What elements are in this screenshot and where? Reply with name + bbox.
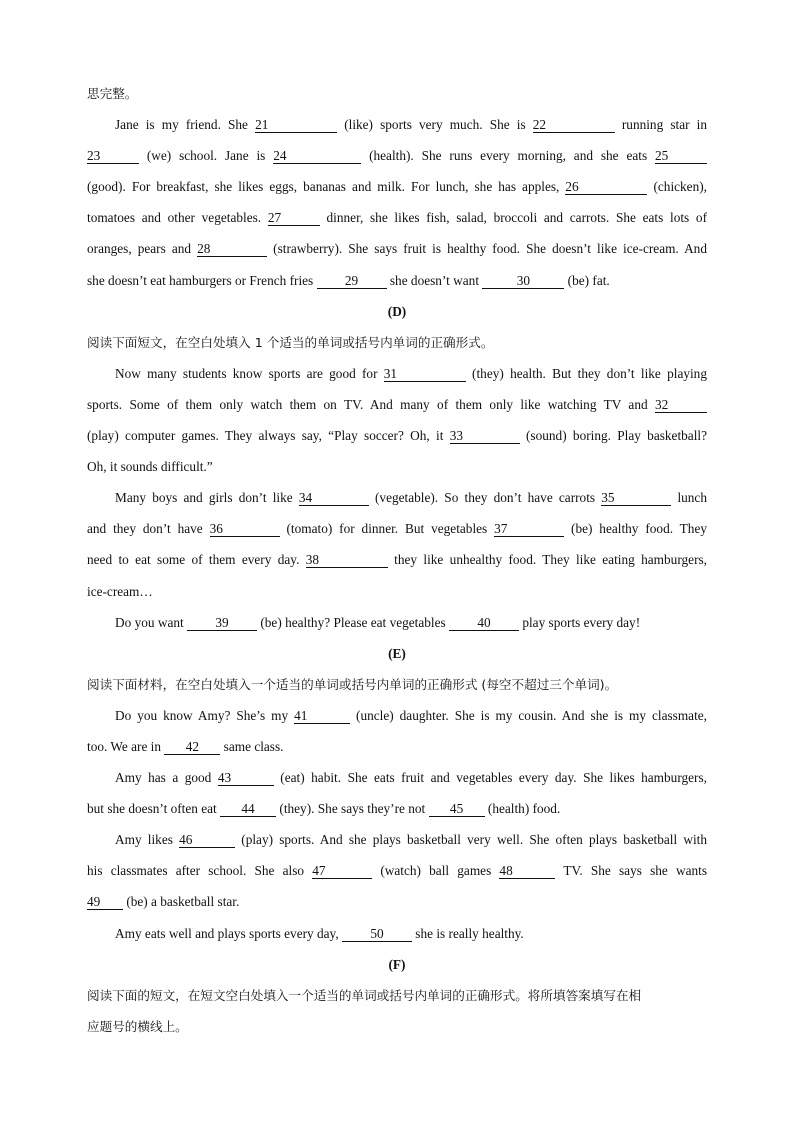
passage-e-line-2: too. We are in 42 same class.	[87, 738, 284, 754]
passage-d-line-2: sports. Some of them only watch them on TV. And many of them only like watching TV and 32	[87, 389, 707, 420]
passage-e-line-3: Amy has a good 43 (eat) habit. She eats fruit and vegetables every day. She likes hamburgers,	[115, 770, 707, 786]
intro-tail: 思完整。	[87, 86, 138, 101]
section-e-instruction: 阅读下面材料，在空白处填入一个适当的单词或括号内单词的正确形式 (每空不超过三个单词)。	[87, 676, 618, 692]
blank-42[interactable]: 42	[164, 740, 220, 755]
blank-24[interactable]: 24	[273, 149, 361, 164]
section-d-instruction: 阅读下面短文，在空白处填入 1 个适当的单词或括号内单词的正确形式。	[87, 334, 494, 350]
passage-d-line-3: (play) computer games. They always say, “Play soccer? Oh, it 33 (sound) boring. Play basketball?	[87, 428, 707, 444]
blank-23[interactable]: 23	[87, 149, 139, 164]
blank-21[interactable]: 21	[255, 118, 337, 133]
blank-50[interactable]: 50	[342, 927, 412, 942]
blank-33[interactable]: 33	[450, 429, 520, 444]
blank-32[interactable]: 32	[655, 398, 707, 413]
passage-d-line-6: and they don’t have 36 (tomato) for dinner. But vegetables 37 (be) healthy food. They	[87, 521, 708, 537]
passage-e-line-4: but she doesn’t often eat 44 (they). She says they’re not 45 (health) food.	[87, 801, 561, 817]
passage-c-line-1: Jane is my friend. She 21 (like) sports very much. She is 22 running star in	[115, 117, 707, 133]
blank-45[interactable]: 45	[429, 802, 485, 817]
exam-page	[87, 78, 707, 1042]
blank-43[interactable]: 43	[218, 771, 274, 786]
section-f-instruction-2: 应题号的横线上。	[87, 1018, 188, 1034]
passage-e-line-6: his classmates after school. She also 47 (watch) ball games 48 TV. She says she wants	[87, 863, 707, 879]
blank-26[interactable]: 26	[565, 180, 647, 195]
blank-38[interactable]: 38	[306, 553, 388, 568]
blank-27[interactable]: 27	[268, 211, 320, 226]
blank-40[interactable]: 40	[449, 616, 519, 631]
blank-25[interactable]: 25	[655, 149, 707, 164]
passage-e-line-7: 49 (be) a basketball star.	[87, 894, 240, 910]
passage-d-line-5: Many boys and girls don’t like 34 (vegetable). So they don’t have carrots 35 lunch	[115, 490, 707, 506]
blank-49[interactable]: 49	[87, 895, 123, 910]
passage-d-line-8: ice-cream…	[87, 583, 153, 599]
passage-e-line-1: Do you know Amy? She’s my 41 (uncle) daughter. She is my cousin. And she is my classmate,	[115, 707, 707, 723]
passage-c-line-3: (good). For breakfast, she likes eggs, bananas and milk. For lunch, she has apples, 26 (chicken),	[87, 179, 707, 195]
blank-46[interactable]: 46	[179, 833, 235, 848]
blank-41[interactable]: 41	[294, 709, 350, 724]
passage-d-line-9: Do you want 39 (be) healthy? Please eat vegetables 40 play sports every day!	[115, 614, 641, 630]
blank-47[interactable]: 47	[312, 864, 372, 879]
passage-c-line-5: oranges, pears and 28 (strawberry). She says fruit is healthy food. She doesn’t like ice-cream. And	[87, 241, 707, 257]
passage-c-line-2: 23 (we) school. Jane is 24 (health). She runs every morning, and she eats 25	[87, 140, 707, 171]
blank-29[interactable]: 29	[317, 274, 387, 289]
section-f-heading: (F)	[388, 956, 406, 972]
passage-d-line-7: need to eat some of them every day. 38 they like unhealthy food. They like eating hamburgers,	[87, 552, 707, 568]
blank-22[interactable]: 22	[533, 118, 615, 133]
blank-48[interactable]: 48	[499, 864, 555, 879]
passage-d-line-4: Oh, it sounds difficult.”	[87, 459, 213, 475]
section-e-heading: (E)	[388, 645, 406, 661]
blank-36[interactable]: 36	[210, 522, 280, 537]
passage-d-line-1: Now many students know sports are good for 31 (they) health. But they don’t like playing	[115, 365, 707, 381]
blank-34[interactable]: 34	[299, 491, 369, 506]
blank-28[interactable]: 28	[197, 242, 267, 257]
passage-c-line-4: tomatoes and other vegetables. 27 dinner, she likes fish, salad, broccoli and carrots. She eats lots of	[87, 210, 708, 226]
blank-31[interactable]: 31	[384, 367, 466, 382]
section-d-heading: (D)	[387, 303, 407, 319]
passage-c-line-6: she doesn’t eat hamburgers or French fries 29 she doesn’t want 30 (be) fat.	[87, 272, 610, 288]
section-f-instruction-1: 阅读下面的短文，在短文空白处填入一个适当的单词或括号内单词的正确形式。将所填答案填写在相	[87, 987, 642, 1003]
blank-39[interactable]: 39	[187, 616, 257, 631]
passage-e-line-5: Amy likes 46 (play) sports. And she plays basketball very well. She often plays basketball with	[115, 832, 707, 848]
blank-44[interactable]: 44	[220, 802, 276, 817]
passage-e-line-8: Amy eats well and plays sports every day, 50 she is really healthy.	[115, 925, 524, 941]
blank-35[interactable]: 35	[601, 491, 671, 506]
blank-30[interactable]: 30	[482, 274, 564, 289]
blank-37[interactable]: 37	[494, 522, 564, 537]
